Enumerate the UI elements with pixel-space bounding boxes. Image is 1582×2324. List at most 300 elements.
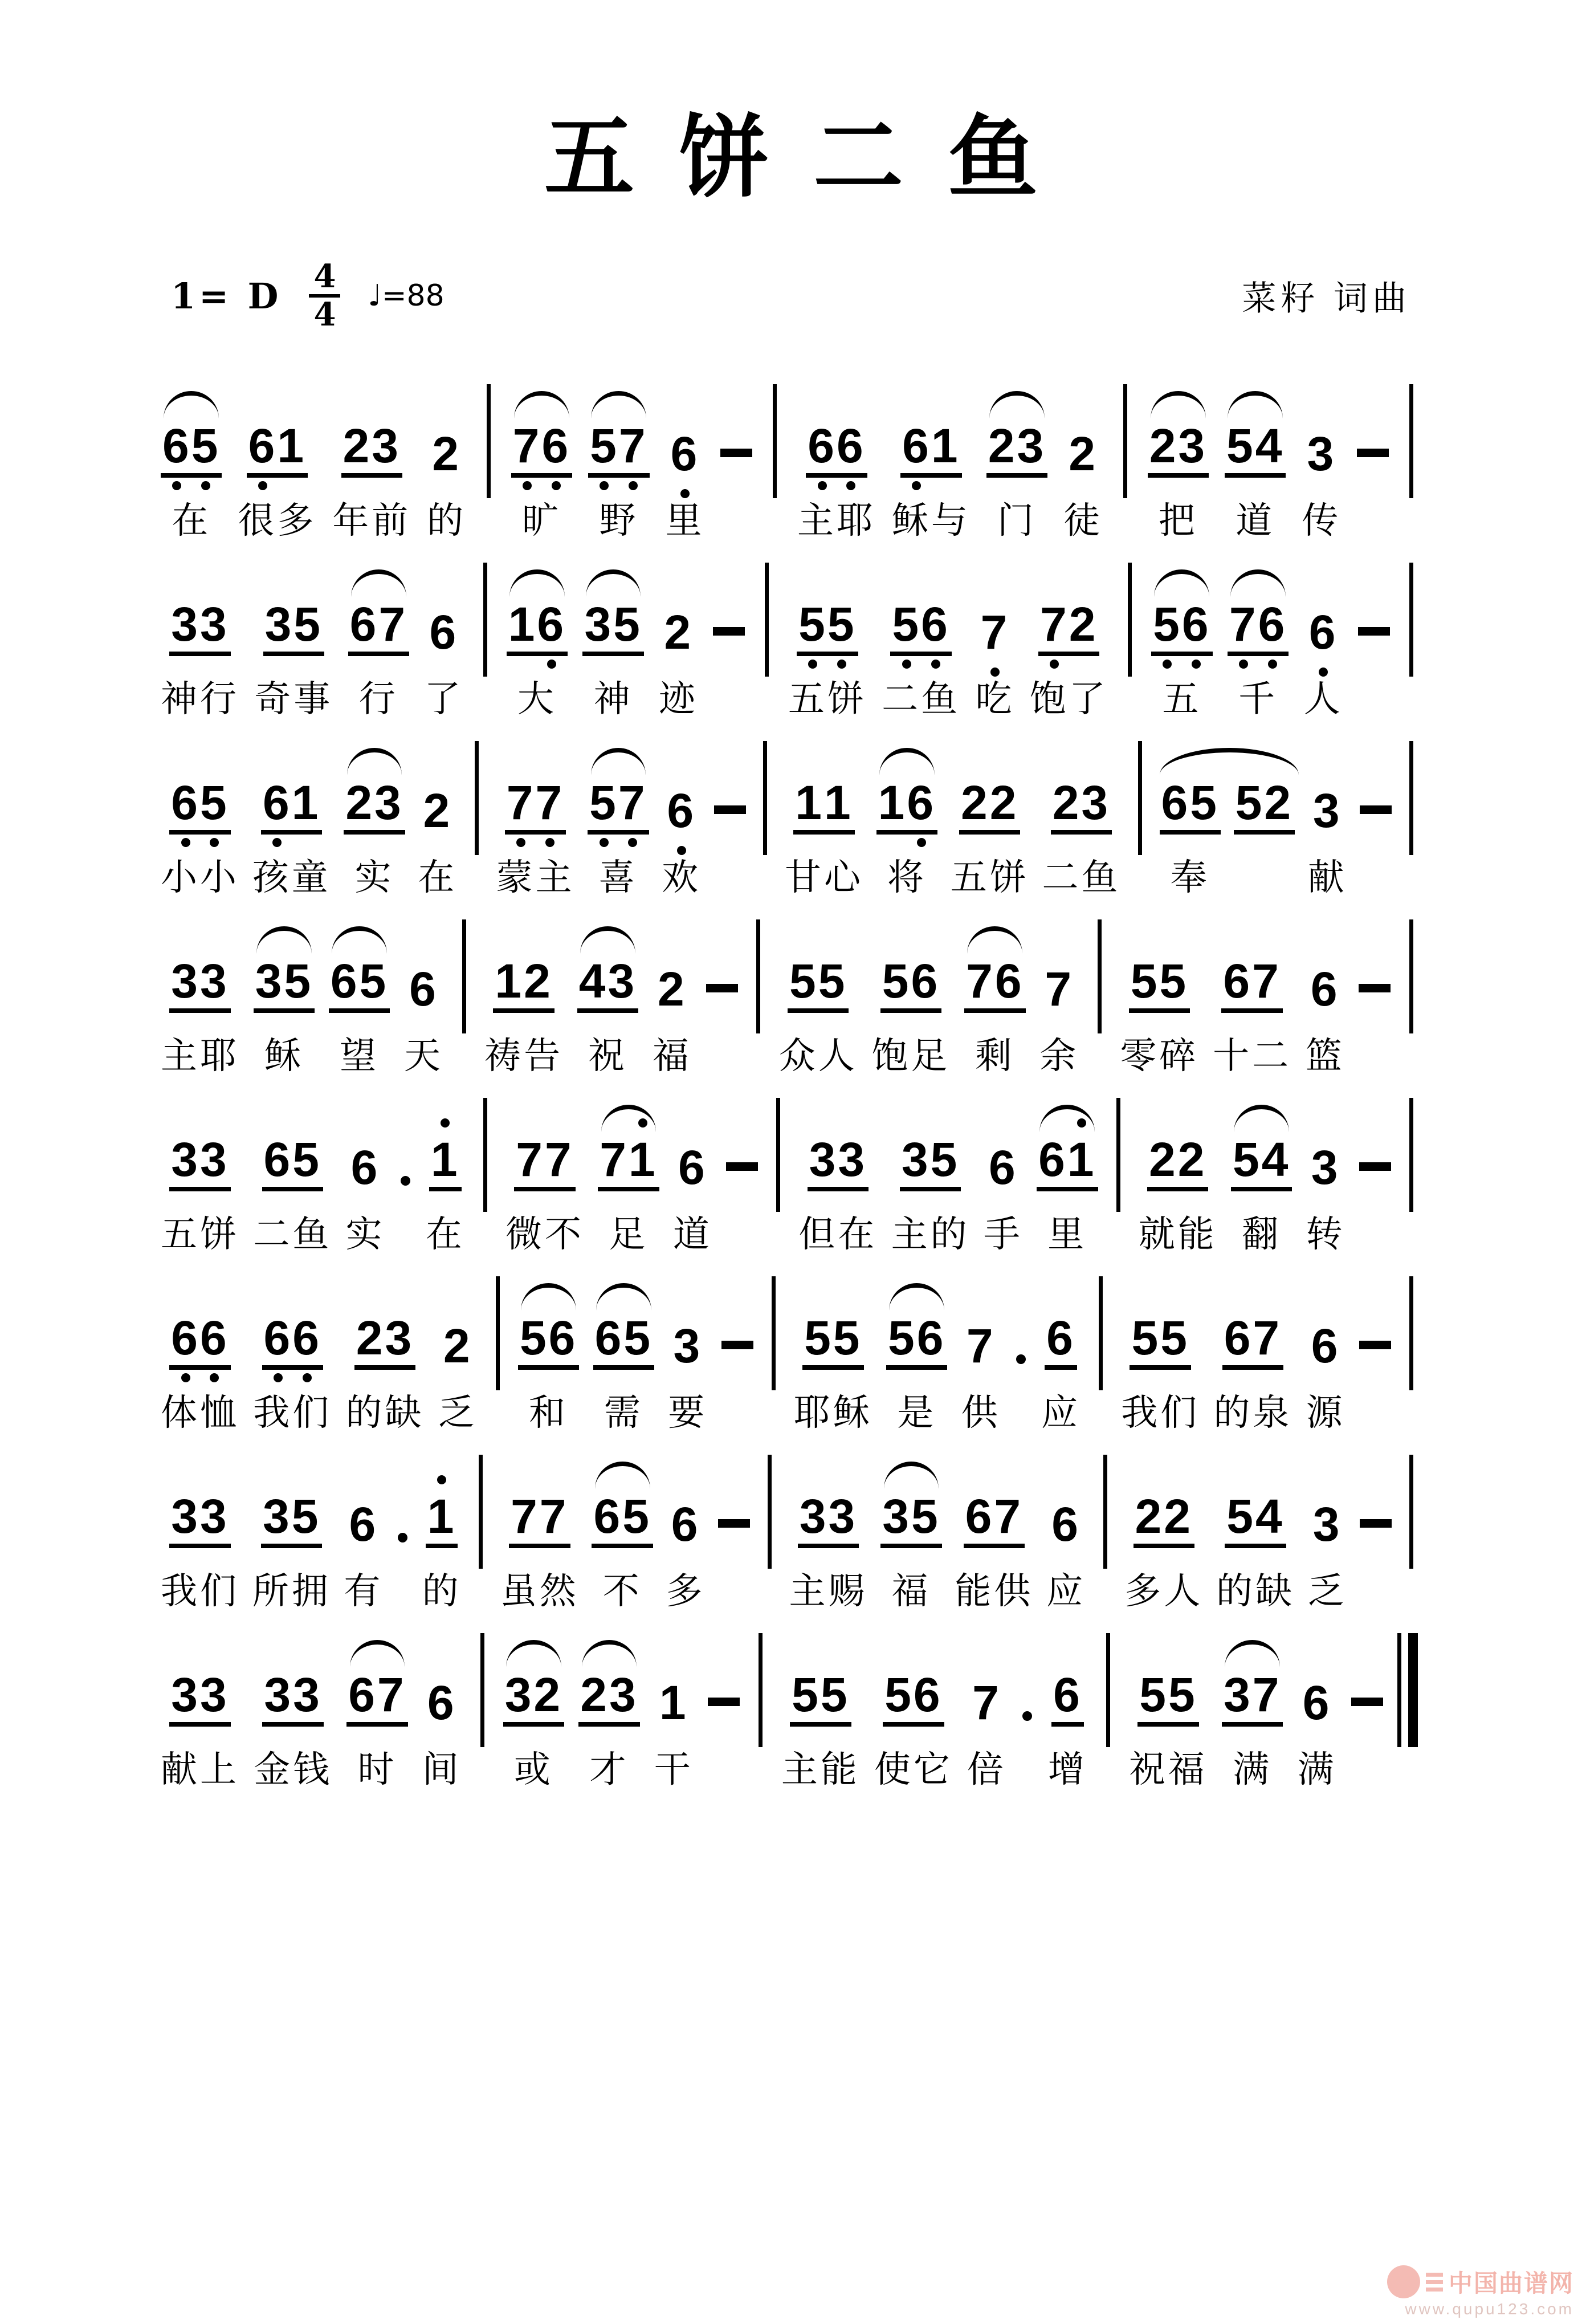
dash-note [708, 1698, 740, 1706]
note-group [261, 1489, 322, 1548]
note-digit: 1 [659, 1676, 688, 1730]
note-digit: 1 [628, 1133, 658, 1187]
note-digit: 6 [965, 1489, 994, 1544]
note-digit: 6 [171, 1311, 200, 1365]
lyric-syllable: 大 [517, 678, 557, 720]
barline-token [754, 1613, 767, 1793]
note-group [427, 605, 460, 660]
note-group [348, 597, 409, 656]
dash-token [1358, 542, 1390, 722]
note-token [1041, 1256, 1081, 1436]
note-token [348, 542, 409, 722]
note-digit: 2 [664, 605, 694, 660]
note-digit: 1 [878, 776, 907, 830]
lyric-syllable: 转 [1306, 1214, 1345, 1255]
note-digit: 2 [1149, 1133, 1178, 1187]
lyric-syllable: 二鱼 [253, 1214, 332, 1255]
composer-credit: 菜籽 词曲 [1242, 279, 1411, 318]
lyric-syllable [715, 1021, 728, 1079]
note-token [346, 1613, 407, 1793]
lyric-syllable: 行 [358, 678, 398, 720]
note-digit: 2 [1069, 427, 1098, 481]
note-digit: 2 [356, 1311, 385, 1365]
note-group [344, 776, 405, 835]
note-group [1050, 1497, 1082, 1552]
note-token [797, 364, 876, 544]
note-digit: 7 [535, 776, 565, 830]
note-token [578, 1613, 639, 1793]
note-digit: 5 [798, 597, 827, 652]
note-digit: 6 [1308, 605, 1338, 660]
lyric-syllable: 翻 [1242, 1214, 1282, 1255]
lyric-syllable [1021, 1735, 1034, 1793]
note-group [1225, 419, 1286, 478]
dash-token [1360, 721, 1392, 901]
note-digit: 5 [804, 1311, 833, 1365]
lyric-syllable: 道 [1236, 500, 1275, 542]
lyric-syllable: 满 [1297, 1749, 1337, 1790]
note-token [252, 721, 331, 901]
note-group [442, 1319, 474, 1373]
note-group [959, 776, 1020, 835]
lyric-syllable: 实 [354, 857, 394, 898]
lyric-syllable: 手 [983, 1214, 1023, 1255]
note-token [961, 1256, 1001, 1436]
note-token [582, 542, 643, 722]
note-group [1311, 1497, 1344, 1552]
note-token [779, 899, 858, 1079]
note-group [518, 1311, 579, 1370]
dash-token [706, 899, 738, 1079]
lyric-syllable: 喜 [598, 857, 638, 898]
lyric-syllable: 多 [666, 1570, 706, 1612]
note-digit: 7 [511, 1489, 540, 1544]
watermark-row [1387, 2265, 1574, 2299]
note-group [349, 1141, 382, 1195]
note-group [1051, 1668, 1084, 1727]
note-token [161, 1434, 239, 1614]
note-token [252, 1434, 331, 1614]
music-system [161, 544, 1418, 722]
lyric-syllable: 的缺 [1216, 1570, 1295, 1612]
note-group [1043, 962, 1075, 1016]
site-logo-bars-icon [1426, 2273, 1443, 2292]
lyric-syllable: 稣 [264, 1035, 304, 1077]
note-token [1160, 721, 1221, 901]
barline [1409, 384, 1413, 498]
note-group [987, 1141, 1020, 1195]
score-header [171, 258, 1411, 334]
lyric-syllable: 干 [654, 1749, 694, 1790]
note-token [1298, 1613, 1337, 1793]
note-group [346, 1668, 407, 1727]
lyric-syllable [1360, 1735, 1373, 1793]
lyric-syllable: 我们 [253, 1392, 332, 1434]
barline [1409, 563, 1413, 677]
note-token [507, 542, 568, 722]
barline-token [1094, 1256, 1107, 1436]
music-systems [161, 365, 1418, 1793]
note-group [1221, 954, 1282, 1013]
note-digit: 2 [1264, 776, 1294, 830]
note-digit: 6 [678, 1141, 707, 1195]
dash-token [1360, 1434, 1392, 1614]
note-digit: 6 [1038, 1133, 1067, 1187]
note-group [354, 1311, 415, 1370]
dash-token [1359, 1077, 1391, 1257]
barline [1409, 1455, 1413, 1569]
note-group [965, 1319, 997, 1373]
note-digit: 3 [264, 1668, 293, 1722]
note-digit: 5 [882, 954, 911, 1008]
note-digit: 2 [1164, 1489, 1193, 1544]
note-group [1051, 776, 1112, 835]
lyric-syllable: 金钱 [254, 1749, 333, 1790]
note-token [955, 1434, 1033, 1614]
note-digit: 3 [1224, 1668, 1253, 1722]
note-group [671, 1319, 704, 1373]
lyric-syllable: 虽然 [500, 1570, 579, 1612]
note-token [254, 1613, 332, 1793]
note-token [1225, 364, 1286, 544]
note-digit: 3 [385, 1311, 414, 1365]
dash-note [1359, 1341, 1391, 1349]
note-group [802, 1311, 863, 1370]
note-digit: 6 [670, 427, 700, 481]
note-group [658, 1676, 690, 1730]
lyric-syllable: 就能 [1138, 1214, 1217, 1255]
note-digit: 2 [1177, 1133, 1207, 1187]
note-digit: 5 [590, 419, 619, 473]
barline [765, 563, 769, 677]
note-group [1160, 776, 1221, 835]
note-digit: 3 [504, 1668, 534, 1722]
note-token [588, 364, 649, 544]
lyric-syllable: 供 [961, 1392, 1001, 1434]
note-digit: 1 [824, 776, 853, 830]
note-digit: 7 [966, 954, 995, 1008]
note-digit: 6 [911, 954, 940, 1008]
note-digit: 7 [618, 776, 647, 830]
note-digit: 7 [516, 1133, 545, 1187]
note-token [659, 542, 698, 722]
lyric-syllable: 里 [1047, 1214, 1087, 1255]
note-digit: 2 [533, 1668, 563, 1722]
note-digit: 7 [994, 1489, 1024, 1544]
note-digit: 5 [833, 1311, 862, 1365]
lyric-syllable: 野 [599, 500, 639, 542]
note-digit: 6 [200, 1311, 229, 1365]
lyric-syllable: 主能 [781, 1749, 860, 1790]
barline-token [752, 899, 765, 1079]
note-digit: 5 [827, 597, 857, 652]
note-digit: 3 [809, 1133, 838, 1187]
note-digit: 7 [1252, 954, 1281, 1008]
barline [763, 741, 767, 855]
note-token [882, 542, 960, 722]
barline [496, 1276, 500, 1390]
note-digit: 7 [1229, 597, 1258, 652]
note-digit: 5 [818, 954, 847, 1008]
barline-token [482, 364, 495, 544]
note-token [503, 1613, 564, 1793]
note-digit: 5 [884, 1668, 914, 1722]
note-token [161, 1077, 239, 1257]
note-token [1124, 1434, 1203, 1614]
note-digit: 2 [1149, 419, 1179, 473]
barline-token [1112, 1077, 1125, 1257]
note-token [345, 1077, 385, 1257]
barline [487, 384, 491, 498]
note-group [1037, 1135, 1098, 1191]
barline-token [1093, 899, 1106, 1079]
barline-token [1405, 364, 1418, 544]
note-digit: 6 [330, 954, 360, 1008]
note-group [676, 1141, 709, 1195]
lyric-syllable [736, 1199, 749, 1257]
barline [483, 563, 487, 677]
lyric-syllable [1369, 842, 1383, 901]
lyric-syllable: 旷 [521, 500, 561, 542]
dot-token [1021, 1613, 1034, 1793]
note-token [505, 1077, 584, 1257]
note-digit: 2 [961, 776, 990, 830]
lyric-syllable: 但在 [798, 1214, 878, 1255]
note-group [430, 427, 463, 481]
note-group [798, 1489, 859, 1548]
note-group [262, 1311, 323, 1370]
note-token [665, 364, 704, 544]
note-digit: 4 [578, 954, 608, 1008]
lyric-syllable: 的 [422, 1570, 462, 1612]
barline-token [479, 542, 492, 722]
tempo-marking: ♩=88 [368, 279, 445, 314]
lyric-syllable: 年前 [332, 500, 411, 542]
note-token [964, 899, 1025, 1079]
note-token [1306, 1256, 1345, 1436]
note-digit: 5 [200, 776, 229, 830]
note-digit: 6 [902, 419, 931, 473]
note-group [1310, 1141, 1342, 1195]
lyric-syllable: 主耶 [797, 500, 876, 542]
lyric-syllable: 饱足 [871, 1035, 951, 1077]
note-group [261, 776, 322, 835]
note-digit: 7 [544, 1133, 574, 1187]
barline [1138, 741, 1142, 855]
note-token [1039, 899, 1079, 1079]
lyric-syllable: 福 [652, 1035, 692, 1077]
barline-token [1134, 721, 1147, 901]
augmentation-dot [401, 1176, 410, 1186]
note-group [886, 1311, 947, 1370]
lyric-syllable: 多人 [1124, 1570, 1204, 1612]
lyric-syllable: 很多 [238, 500, 317, 542]
note-token [161, 1256, 239, 1436]
note-digit: 3 [828, 1489, 858, 1544]
barline [759, 1633, 763, 1747]
note-digit: 5 [1153, 597, 1182, 652]
barline [1128, 563, 1132, 677]
lyric-syllable: 时 [357, 1749, 397, 1790]
note-group [577, 954, 638, 1013]
barline-token [1099, 1434, 1112, 1614]
note-digit: 5 [1160, 1311, 1189, 1365]
barline [1409, 741, 1413, 855]
barline-token [491, 1256, 504, 1436]
lyric-syllable [723, 664, 736, 722]
lyric-syllable [1014, 1378, 1028, 1436]
lyric-syllable: 吃 [975, 678, 1015, 720]
note-digit: 7 [972, 1676, 1001, 1730]
lyric-syllable [399, 1199, 412, 1257]
note-digit: 3 [838, 1133, 867, 1187]
dash-note [726, 1162, 758, 1171]
note-token [1120, 899, 1198, 1079]
note-digit: 6 [409, 962, 438, 1016]
lyric-syllable: 使它 [874, 1749, 953, 1790]
note-token [876, 721, 937, 901]
note-digit: 2 [432, 427, 462, 481]
note-group [1310, 1319, 1342, 1373]
note-group [1225, 1489, 1286, 1548]
note-digit: 1 [430, 1133, 460, 1187]
note-group [169, 1311, 230, 1370]
note-token [1213, 899, 1291, 1079]
note-group [900, 1135, 961, 1191]
note-token [332, 364, 411, 544]
note-group [1038, 597, 1099, 656]
note-digit: 1 [427, 1489, 456, 1544]
note-token [1308, 1434, 1347, 1614]
note-digit: 5 [623, 1311, 653, 1365]
note-token [484, 899, 563, 1079]
note-token [1234, 721, 1295, 901]
note-group [1147, 1135, 1208, 1191]
note-token [588, 721, 649, 901]
note-token [654, 1613, 694, 1793]
note-digit: 3 [1307, 427, 1336, 481]
lyric-syllable: 在 [425, 1214, 465, 1255]
lyric-syllable: 五饼 [788, 678, 867, 720]
note-digit: 7 [1045, 962, 1074, 1016]
barline-token [1119, 364, 1132, 544]
note-token [984, 1077, 1023, 1257]
lyric-syllable [1369, 1556, 1383, 1614]
note-digit: 6 [907, 776, 936, 830]
lyric-syllable: 要 [668, 1392, 708, 1434]
note-group [670, 1497, 702, 1552]
note-token [666, 1434, 706, 1614]
note-group [1222, 1668, 1283, 1727]
note-digit: 5 [519, 1311, 549, 1365]
dot-token [399, 1077, 412, 1257]
note-token [1216, 1434, 1295, 1614]
lyric-syllable: 五饼 [950, 857, 1029, 898]
note-group [790, 1668, 851, 1727]
note-group [883, 1668, 944, 1727]
lyric-syllable: 献上 [161, 1749, 239, 1790]
note-digit: 5 [1139, 1668, 1168, 1722]
note-digit: 5 [1131, 1311, 1161, 1365]
lyric-syllable: 徒 [1063, 500, 1103, 542]
note-token [426, 1077, 465, 1257]
note-token [438, 1256, 478, 1436]
lyric-syllable [717, 1735, 730, 1793]
note-group [507, 597, 568, 656]
note-digit: 3 [255, 954, 284, 1008]
note-digit: 6 [348, 1668, 377, 1722]
lyric-syllable: 了 [424, 678, 464, 720]
note-token [1121, 1256, 1200, 1436]
note-token [798, 1077, 877, 1257]
barline [1103, 1455, 1107, 1569]
song-title: 五饼二鱼 [544, 105, 1082, 210]
lyric-syllable [1368, 1021, 1381, 1079]
note-token [789, 1434, 868, 1614]
barline [475, 741, 479, 855]
dash-note [720, 449, 752, 457]
note-token [1304, 542, 1343, 722]
music-system [161, 901, 1418, 1079]
music-system [161, 365, 1418, 544]
note-digit: 5 [613, 597, 642, 652]
note-group [890, 597, 951, 656]
note-group [509, 1489, 570, 1548]
note-digit: 5 [284, 954, 313, 1008]
note-token [1222, 1613, 1283, 1793]
dash-note [706, 984, 738, 992]
note-digit: 3 [264, 597, 294, 652]
note-token [1037, 1077, 1098, 1257]
barline-token [1405, 1256, 1418, 1436]
lyric-syllable: 我们 [1121, 1392, 1200, 1434]
lyric-syllable: 福 [891, 1570, 931, 1612]
note-token [951, 721, 1029, 901]
note-group [503, 1668, 564, 1727]
lyric-syllable: 体恤 [161, 1392, 239, 1434]
augmentation-dot [398, 1533, 407, 1542]
note-group [422, 784, 454, 838]
note-digit: 3 [200, 597, 229, 652]
lyric-syllable: 才 [589, 1749, 629, 1790]
note-digit: 6 [671, 1497, 700, 1552]
note-group [598, 1135, 659, 1191]
note-digit: 6 [913, 1668, 943, 1722]
dash-token [1359, 1256, 1391, 1436]
lyric-syllable [731, 1378, 744, 1436]
lyric-syllable: 祷告 [484, 1035, 564, 1077]
note-token [161, 1613, 239, 1793]
note-token [1046, 1434, 1086, 1614]
barline [479, 1455, 483, 1569]
lyric-syllable: 把 [1158, 500, 1198, 542]
note-digit: 6 [429, 605, 459, 660]
note-token [161, 542, 239, 722]
barline-token [479, 1077, 492, 1257]
note-token [975, 542, 1014, 722]
lyric-syllable: 甘心 [785, 857, 863, 898]
barline-token [1405, 542, 1418, 722]
note-token [880, 1434, 941, 1614]
note-group [1228, 597, 1289, 656]
note-group [426, 1676, 458, 1730]
note-token [785, 721, 863, 901]
lyric-syllable: 足 [609, 1214, 649, 1255]
note-digit: 3 [584, 597, 614, 652]
note-digit: 3 [372, 419, 401, 473]
lyric-syllable: 实 [345, 1214, 385, 1255]
note-digit: 6 [1051, 1497, 1081, 1552]
